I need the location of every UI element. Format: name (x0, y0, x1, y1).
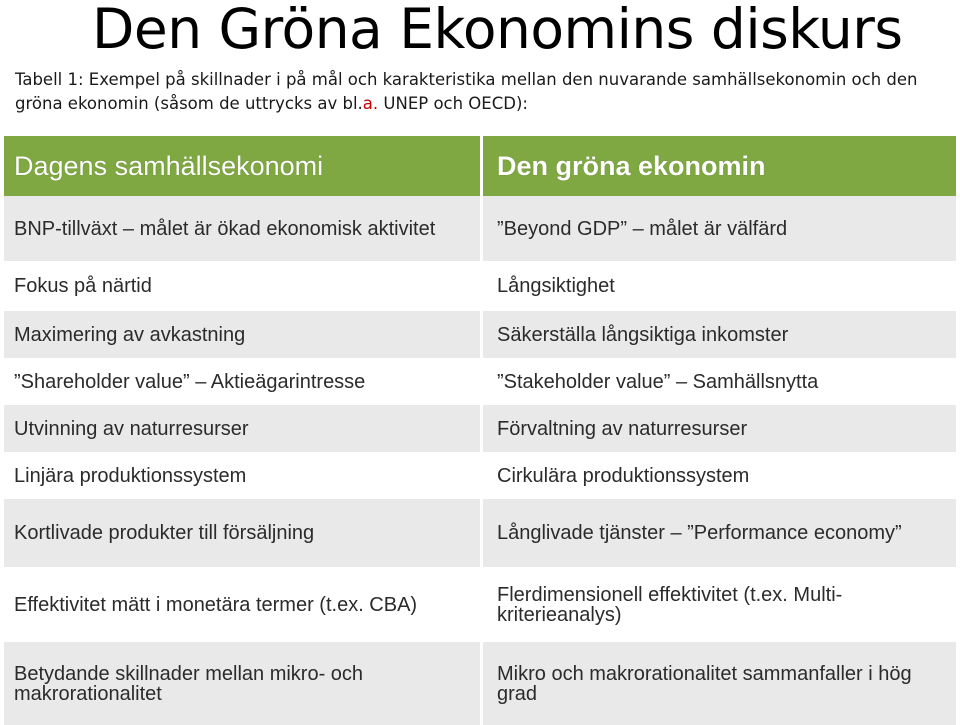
cell-green: ”Beyond GDP” – målet är välfärd (480, 196, 956, 261)
table-row (4, 499, 956, 567)
table-header-row (4, 133, 956, 196)
table-row (4, 567, 956, 642)
cell-current: Maximering av avkastning (14, 323, 246, 346)
caption-highlight: a. (362, 94, 379, 113)
caption-text-end: UNEP och OECD): (378, 94, 528, 113)
cell-current: Utvinning av naturresurser (14, 417, 249, 440)
page-title: Den Gröna Ekonomins diskurs (92, 0, 903, 61)
caption-text: Tabell 1: Exempel på skillnader i på mål och karakteristika mellan den nuvarande samhällsekonomin och den gröna ekonomin (såsom de uttrycks av bl. (15, 70, 918, 113)
comparison-table (4, 133, 956, 725)
cell-current: Kortlivade produkter till försäljning (14, 522, 315, 544)
cell-current: Linjära produktionssystem (14, 464, 247, 487)
table-row (4, 452, 956, 499)
header-current-economy: Dagens samhällsekonomi (14, 151, 324, 181)
table-caption (15, 68, 945, 116)
cell-green: ”Stakeholder value” – Samhällsnytta (480, 358, 956, 405)
table-row (4, 261, 956, 311)
cell-current: BNP-tillväxt – målet är ökad ekonomisk aktivitet (14, 217, 436, 240)
header-green-economy: Den gröna ekonomin (480, 136, 956, 196)
cell-current: Fokus på närtid (14, 275, 152, 297)
cell-green: Cirkulära produktionssystem (480, 452, 956, 499)
table-row (4, 358, 956, 405)
table-row (4, 405, 956, 452)
cell-green: Långlivade tjänster – ”Performance economy” (480, 499, 956, 567)
table-row (4, 311, 956, 358)
table-row (4, 642, 956, 725)
cell-current: Effektivitet mätt i monetära termer (t.ex. CBA) (14, 593, 418, 616)
cell-current: ”Shareholder value” – Aktieägarintresse (14, 370, 366, 393)
cell-green: Flerdimensionell effektivitet (t.ex. Multi-kriterieanalys) (480, 567, 956, 642)
cell-current: Betydande skillnader mellan mikro- och makrorationalitet (14, 662, 364, 705)
cell-green: Långsiktighet (480, 261, 956, 311)
cell-green: Mikro och makrorationalitet sammanfaller i hög grad (480, 642, 956, 725)
cell-green: Förvaltning av naturresurser (480, 405, 956, 452)
table-row (4, 196, 956, 261)
cell-green: Säkerställa långsiktiga inkomster (480, 311, 956, 358)
